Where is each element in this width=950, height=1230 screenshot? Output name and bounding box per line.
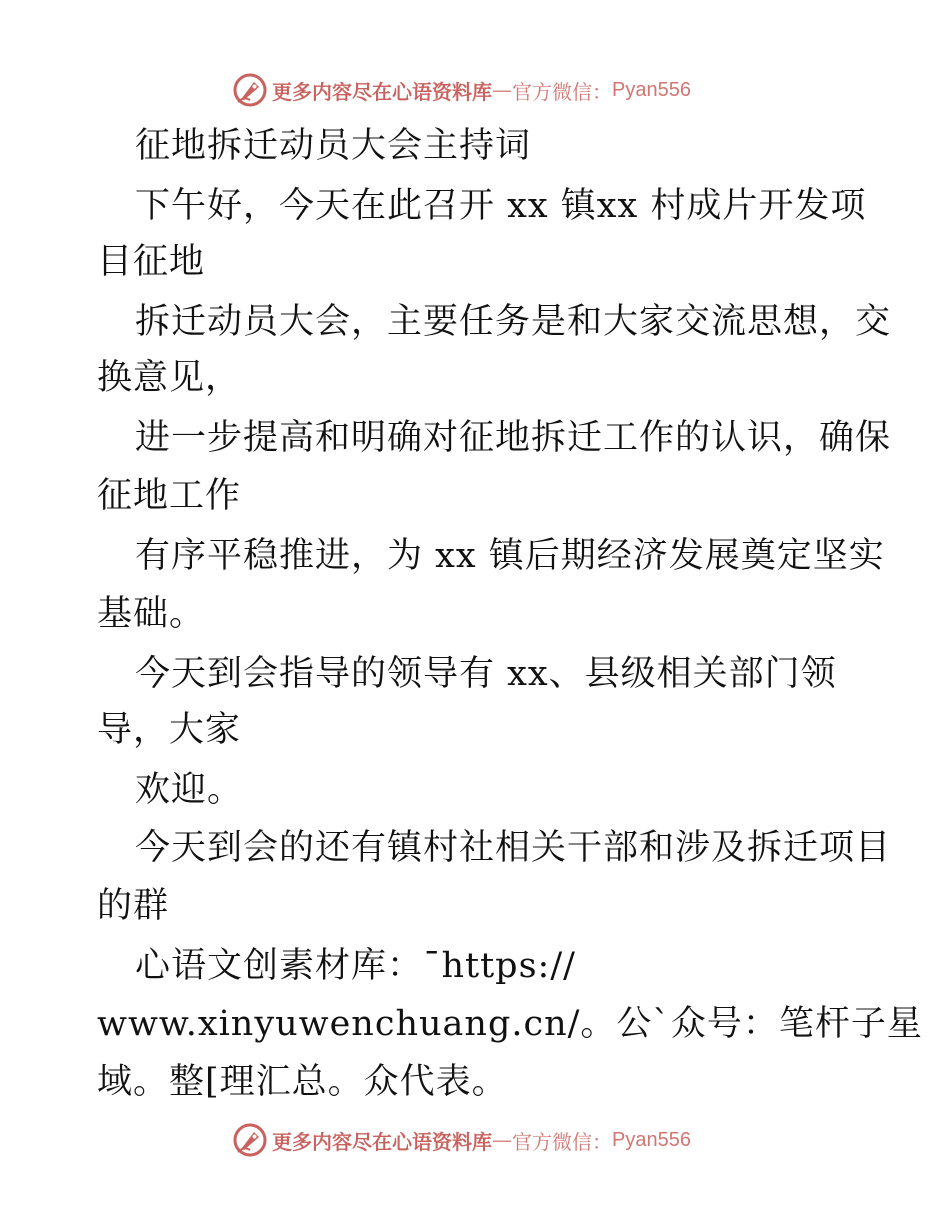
paragraph-line: 欢迎。: [135, 770, 244, 810]
paragraph-line: 基础。: [97, 594, 206, 634]
paragraph-line: www.xinyuwenchuang.cn/。公`众号：笔杆子星: [97, 1004, 923, 1044]
banner-wechat-id: Pyan556: [612, 78, 691, 101]
banner-main-text: 更多内容尽在心语资料库: [272, 1129, 492, 1154]
header-banner: [232, 70, 691, 110]
banner-separator: —: [492, 1128, 512, 1152]
paragraph-line: 心语文创素材库：¯https://: [135, 946, 576, 986]
paragraph-line: 导，大家: [97, 710, 242, 750]
banner-main-text: 更多内容尽在心语资料库: [272, 79, 492, 104]
paragraph-line: 换意见，: [97, 358, 242, 398]
paragraph-line: 域。整[理汇总。众代表。: [97, 1062, 508, 1102]
paragraph-line: 今天到会指导的领导有 xx、县级相关部门领: [135, 654, 837, 694]
footer-banner: [232, 1120, 691, 1160]
banner-wechat-label: 官方微信：: [512, 79, 612, 104]
paragraph-line: 征地工作: [97, 476, 242, 516]
paragraph-line: 的群: [97, 886, 170, 926]
pen-nib-logo-icon: [232, 72, 268, 108]
paragraph-line: 进一步提高和明确对征地拆迁工作的认识，确保: [135, 418, 892, 458]
document-title: 征地拆迁动员大会主持词: [135, 126, 532, 166]
banner-separator: —: [492, 78, 512, 102]
pen-nib-logo-icon: [232, 1122, 268, 1158]
banner-wechat-label: 官方微信：: [512, 1129, 612, 1154]
paragraph-line: 下午好，今天在此召开 xx 镇xx 村成片开发项: [135, 186, 867, 226]
paragraph-line: 目征地: [97, 242, 206, 282]
paragraph-line: 今天到会的还有镇村社相关干部和涉及拆迁项目: [135, 828, 892, 868]
banner-wechat-id: Pyan556: [612, 1128, 691, 1151]
paragraph-line: 拆迁动员大会，主要任务是和大家交流思想，交: [135, 302, 892, 342]
paragraph-line: 有序平稳推进，为 xx 镇后期经济发展奠定坚实: [135, 536, 885, 576]
